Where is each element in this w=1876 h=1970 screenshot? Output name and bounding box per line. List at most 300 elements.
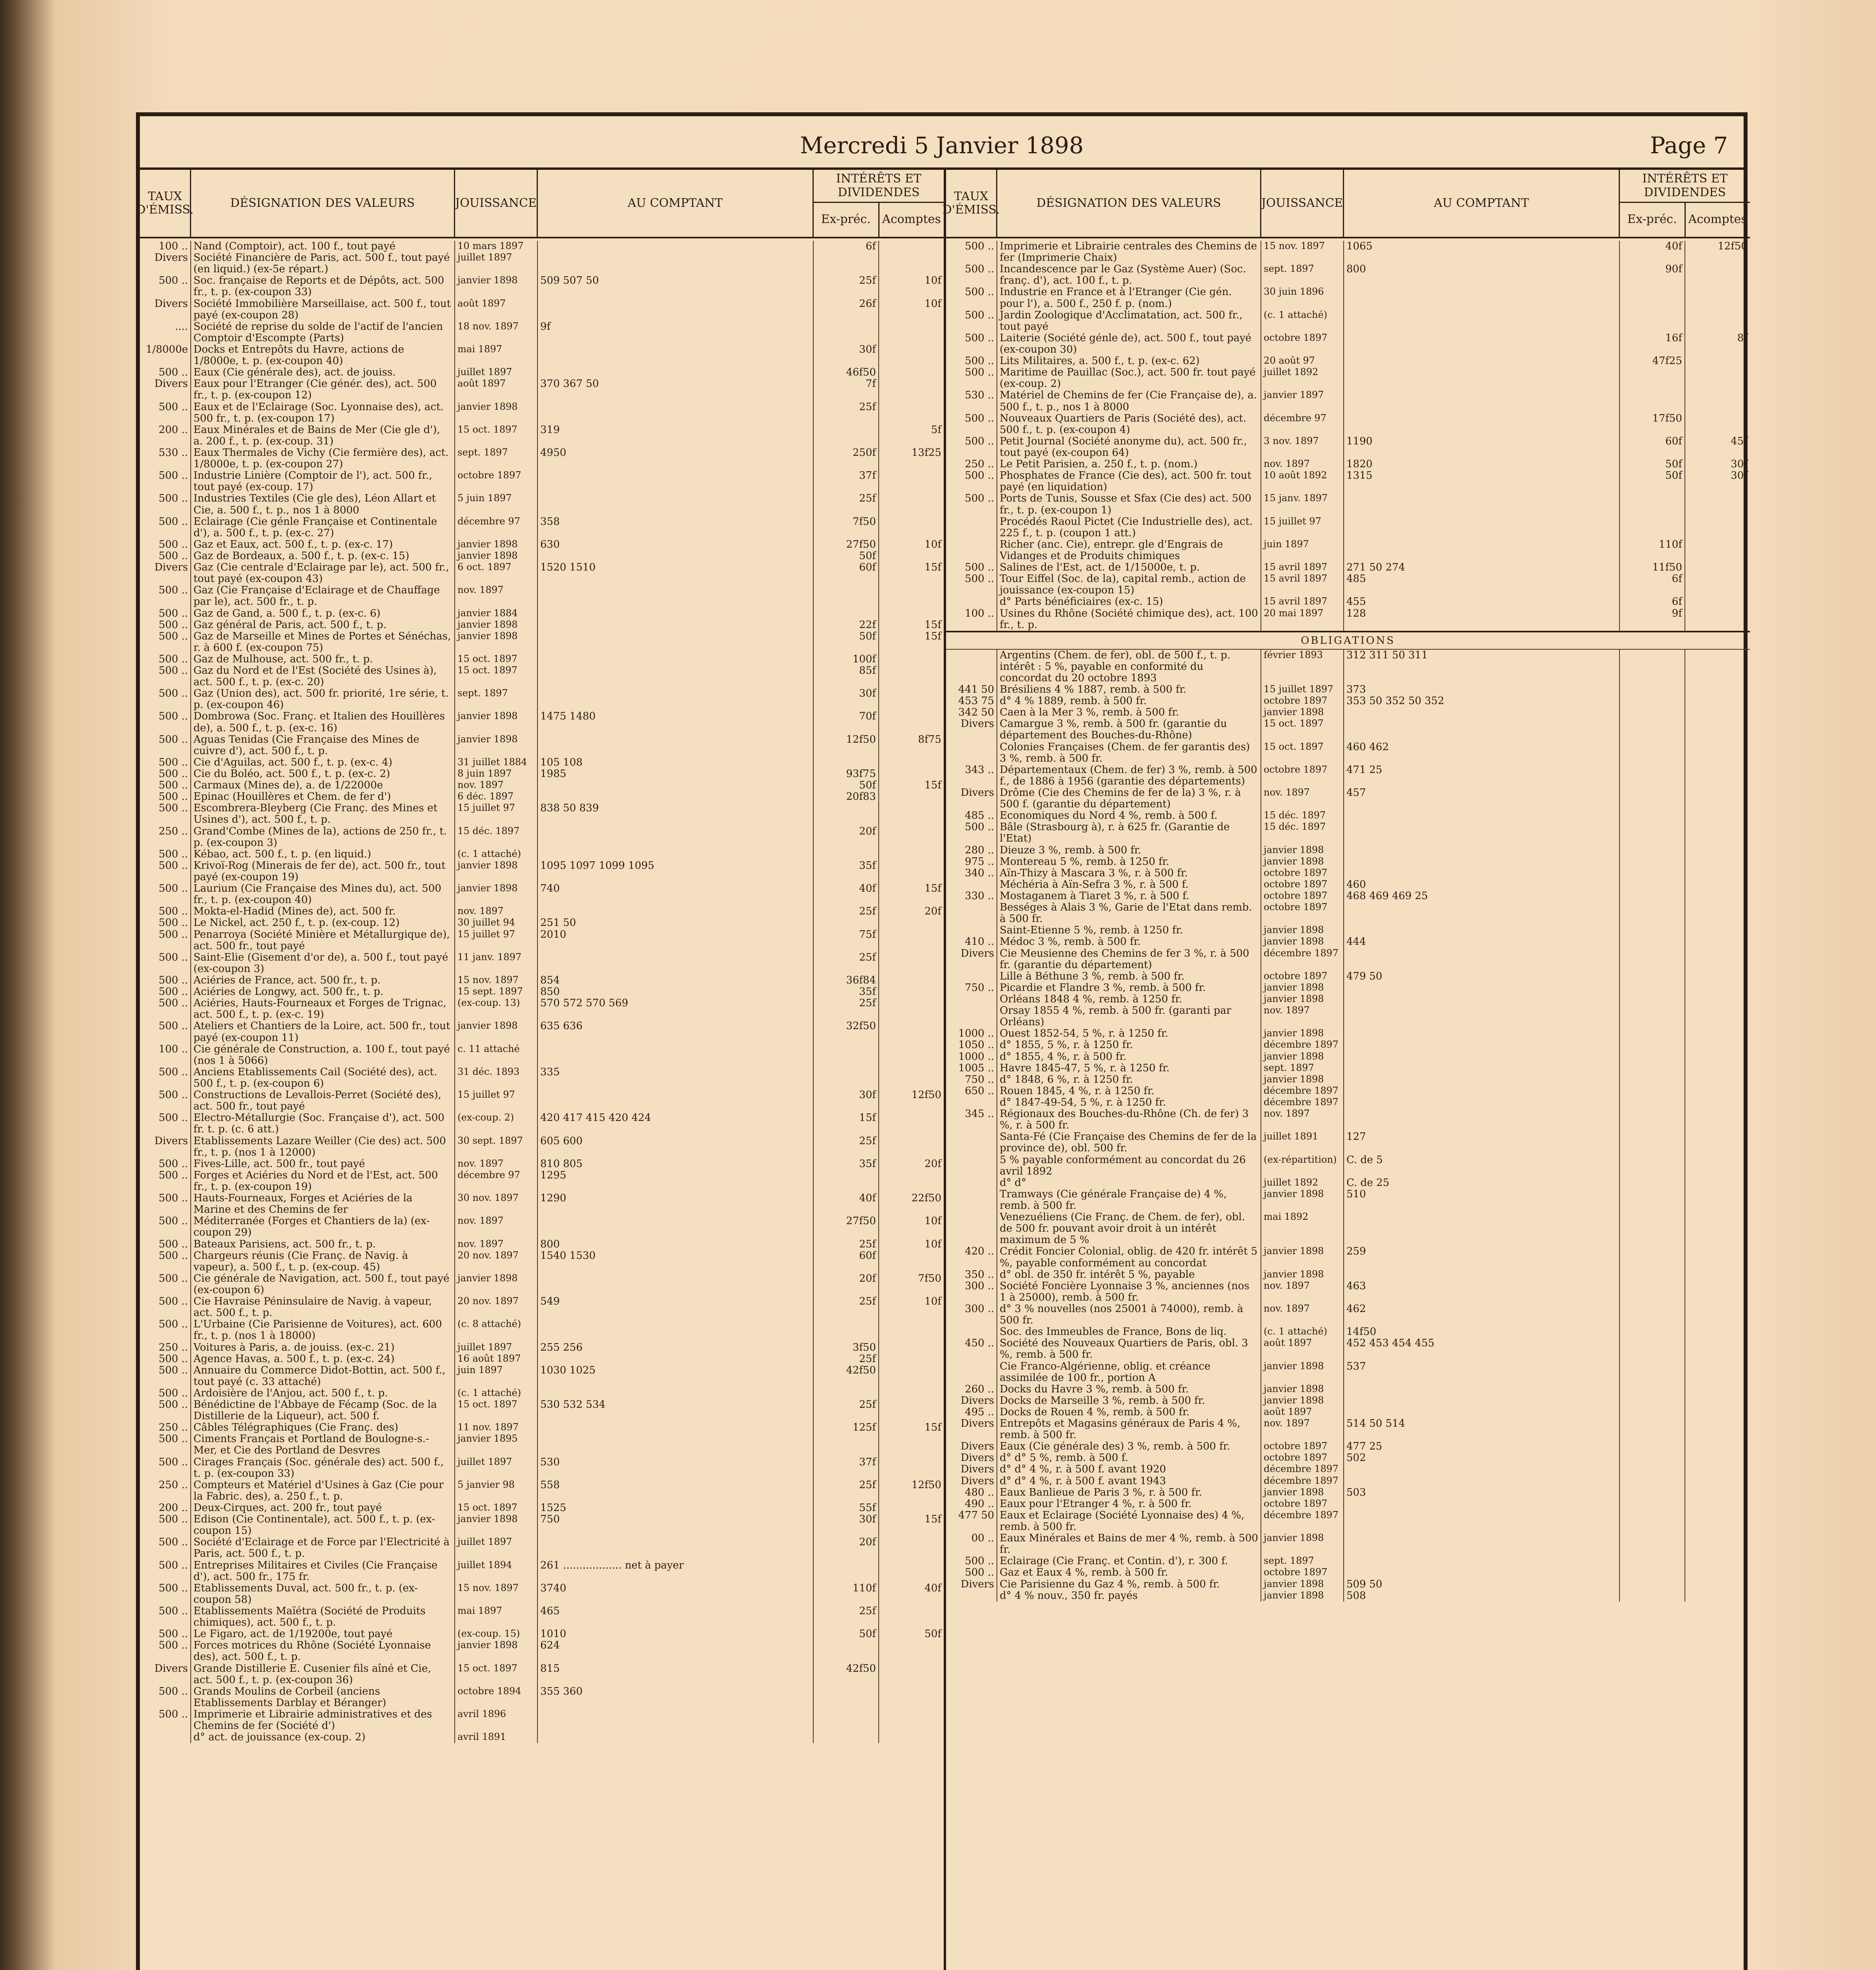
row-jouissance: avril 1891 (455, 1732, 538, 1743)
row-acomptes (879, 585, 944, 608)
table-row (140, 401, 944, 424)
row-ex-prec (1620, 982, 1685, 994)
row-interets (814, 1514, 944, 1537)
table-row (140, 447, 944, 470)
row-jouissance: nov. 1897 (1261, 1280, 1344, 1303)
row-acomptes (1685, 868, 1750, 879)
table-row (140, 1067, 944, 1089)
row-jouissance: 15 janv. 1897 (1261, 493, 1344, 516)
row-interets (1620, 1590, 1750, 1602)
table-row (140, 803, 944, 825)
row-jouissance: octobre 1897 (1261, 890, 1344, 902)
row-acomptes (879, 654, 944, 665)
row-comptant: 105 108 (538, 757, 814, 768)
row-ex-prec (1620, 856, 1685, 868)
row-interets (814, 516, 944, 539)
row-jouissance: 15 déc. 1897 (455, 826, 538, 849)
row-taux: 500 .. (140, 734, 191, 757)
row-acomptes (879, 608, 944, 619)
row-designation: d° 3 % nouvelles (nos 25001 à 74000), remb. à 500 fr. (997, 1303, 1261, 1326)
row-designation: Incandescence par le Gaz (Système Auer) (Soc. franç. d'), act. 100 f., t. p. (997, 264, 1261, 286)
row-taux (946, 1005, 997, 1028)
row-ex-prec (1620, 718, 1685, 741)
row-jouissance: (ex-coup. 2) (455, 1112, 538, 1135)
row-taux: 1000 .. (946, 1028, 997, 1039)
right-table (942, 170, 1750, 1970)
row-interets (1620, 902, 1750, 925)
row-ex-prec (1620, 1269, 1685, 1280)
row-ex-prec (1620, 879, 1685, 890)
row-taux: Divers (946, 1579, 997, 1590)
row-acomptes (879, 367, 944, 378)
table-row (946, 390, 1750, 413)
row-designation: L'Urbaine (Cie Parisienne de Voitures), act. 600 fr., t. p. (nos 1 à 18000) (191, 1319, 455, 1342)
row-ex-prec: 25f (814, 1136, 879, 1158)
row-ex-prec (1620, 1085, 1685, 1097)
row-designation: Lits Militaires, a. 500 f., t. p. (ex-c. 62) (997, 355, 1261, 367)
row-acomptes (1685, 1533, 1750, 1556)
row-designation: Société des Nouveaux Quartiers de Paris, obl. 3 %, remb. à 500 fr. (997, 1338, 1261, 1360)
row-interets (814, 1537, 944, 1559)
page-header (140, 116, 1744, 170)
row-ex-prec: 32f50 (814, 1020, 879, 1043)
row-jouissance: octobre 1897 (1261, 868, 1344, 879)
row-jouissance: décembre 1897 (1261, 1464, 1344, 1475)
table-row (946, 948, 1750, 971)
table-row (946, 868, 1750, 879)
row-taux: 500 .. (140, 1112, 191, 1135)
row-interets (814, 1342, 944, 1353)
row-designation: Le Nickel, act. 250 f., t. p. (ex-coup. 12) (191, 917, 455, 929)
row-acomptes (879, 470, 944, 493)
row-ex-prec: 30f (814, 688, 879, 711)
table-row (140, 562, 944, 585)
row-designation: Eaux et de l'Eclairage (Soc. Lyonnaise des), act. 500 fr., t. p. (ex-coupon 17) (191, 401, 455, 424)
row-comptant (538, 791, 814, 803)
row-interets (1620, 1407, 1750, 1418)
row-ex-prec: 6f (814, 241, 879, 252)
row-interets (814, 1606, 944, 1628)
row-jouissance: sept. 1897 (455, 688, 538, 711)
row-interets (1620, 810, 1750, 821)
row-comptant (538, 952, 814, 975)
row-acomptes (1685, 1384, 1750, 1395)
row-acomptes (1685, 1028, 1750, 1039)
row-interets (814, 734, 944, 757)
row-comptant (1344, 925, 1620, 936)
row-jouissance: juillet 1897 (455, 1457, 538, 1479)
row-jouissance: juillet 1897 (455, 252, 538, 275)
row-comptant: 530 532 534 (538, 1399, 814, 1422)
row-comptant: 502 (1344, 1452, 1620, 1464)
row-acomptes (879, 826, 944, 849)
row-ex-prec (1620, 948, 1685, 971)
table-row (946, 810, 1750, 821)
row-ex-prec (1620, 286, 1685, 309)
table-row (946, 1533, 1750, 1556)
row-designation: Etablissements Maïétra (Société de Produits chimiques), act. 500 f., t. p. (191, 1606, 455, 1628)
row-designation: Cie Meusienne des Chemins de fer 3 %, r. à 500 fr. (garantie du département) (997, 948, 1261, 971)
row-jouissance: janvier 1898 (1261, 845, 1344, 856)
row-taux: 500 .. (946, 355, 997, 367)
row-jouissance: octobre 1897 (455, 470, 538, 493)
row-comptant (1344, 1464, 1620, 1475)
row-acomptes (1685, 1074, 1750, 1085)
table-row (946, 890, 1750, 902)
row-comptant (1344, 902, 1620, 925)
row-jouissance: août 1897 (455, 298, 538, 321)
row-taux: 500 .. (140, 493, 191, 516)
row-comptant: 1065 (1344, 241, 1620, 264)
row-acomptes (1685, 608, 1750, 631)
row-interets (1620, 1452, 1750, 1464)
row-taux (946, 650, 997, 684)
table-row (946, 1441, 1750, 1452)
row-designation: Phosphates de France (Cie des), act. 500 fr. tout payé (en liquidation) (997, 470, 1261, 493)
row-ex-prec: 25f (814, 906, 879, 917)
table-row (140, 998, 944, 1020)
row-jouissance: décembre 97 (455, 516, 538, 539)
table-row (140, 1250, 944, 1273)
row-ex-prec: 50f (814, 780, 879, 791)
row-comptant (1344, 1556, 1620, 1567)
row-interets (814, 1640, 944, 1663)
row-acomptes (879, 252, 944, 275)
row-taux: 500 .. (140, 550, 191, 562)
table-row (140, 585, 944, 608)
row-comptant: 1985 (538, 768, 814, 780)
row-taux: 1/8000e (140, 344, 191, 367)
row-interets (814, 367, 944, 378)
row-comptant (1344, 718, 1620, 741)
row-ex-prec: 55f (814, 1502, 879, 1514)
table-row (946, 1476, 1750, 1487)
table-row (140, 1514, 944, 1537)
row-taux: 300 .. (946, 1280, 997, 1303)
row-taux: 453 75 (946, 695, 997, 707)
table-row (946, 1269, 1750, 1280)
row-comptant (1344, 1074, 1620, 1085)
row-ex-prec (1620, 1407, 1685, 1418)
row-comptant (1344, 868, 1620, 879)
row-interets (814, 1502, 944, 1514)
row-ex-prec: 50f (1620, 470, 1685, 493)
row-ex-prec: 25f (814, 1296, 879, 1319)
table-row (946, 562, 1750, 573)
row-designation: Le Petit Parisien, a. 250 f., t. p. (nom.) (997, 459, 1261, 470)
row-designation: Entreprises Militaires et Civiles (Cie Française d'), act. 500 fr., 175 fr. (191, 1560, 455, 1583)
row-interets (1620, 994, 1750, 1005)
row-ex-prec (1620, 1476, 1685, 1487)
row-taux: 500 .. (140, 1709, 191, 1732)
row-jouissance: janvier 1898 (455, 711, 538, 734)
page-date: Mercredi 5 Janvier 1898 (799, 132, 1084, 159)
header-taux: TAUX D'ÉMISS. (140, 170, 191, 237)
row-designation: Caen à la Mer 3 %, remb. à 500 fr. (997, 707, 1261, 718)
row-comptant (1344, 1567, 1620, 1578)
row-taux: 500 .. (140, 952, 191, 975)
row-acomptes (1685, 1464, 1750, 1475)
row-taux: 500 .. (140, 1686, 191, 1709)
row-designation: Santa-Fé (Cie Française des Chemins de fer de la province de), obl. 500 fr. (997, 1131, 1261, 1154)
row-acomptes (1685, 1280, 1750, 1303)
row-acomptes (879, 321, 944, 344)
row-acomptes (879, 1663, 944, 1686)
table-row (946, 310, 1750, 333)
table-row (140, 1089, 944, 1112)
row-ex-prec (1620, 516, 1685, 539)
table-row (946, 1326, 1750, 1338)
row-interets (814, 929, 944, 952)
row-designation: Nand (Comptoir), act. 100 f., tout payé (191, 241, 455, 252)
row-ex-prec: 15f (814, 1112, 879, 1135)
row-interets (1620, 1395, 1750, 1407)
row-ex-prec: 50f (1620, 459, 1685, 470)
row-taux: 500 .. (140, 1628, 191, 1640)
row-acomptes (1685, 845, 1750, 856)
row-acomptes: 5f (931, 424, 941, 436)
row-acomptes: 50f (924, 1628, 941, 1640)
row-comptant (1344, 286, 1620, 309)
table-row (946, 1579, 1750, 1590)
table-row (140, 1537, 944, 1559)
row-taux: 975 .. (946, 856, 997, 868)
table-row (140, 1583, 944, 1606)
row-ex-prec (814, 1067, 879, 1089)
row-taux (946, 1590, 997, 1602)
row-comptant (1344, 1108, 1620, 1131)
row-jouissance: nov. 1897 (455, 585, 538, 608)
table-row (140, 917, 944, 929)
row-acomptes: 10f (924, 1238, 941, 1250)
row-interets (814, 321, 944, 344)
row-acomptes (1685, 821, 1750, 844)
left-rows (140, 241, 944, 1970)
row-comptant (1344, 333, 1620, 355)
row-acomptes (879, 401, 944, 424)
row-comptant: 259 (1344, 1246, 1620, 1269)
row-jouissance: (c. 1 attaché) (1261, 310, 1344, 333)
row-comptant (538, 1537, 814, 1559)
table-row (140, 1686, 944, 1709)
row-interets (814, 1136, 944, 1158)
row-jouissance: octobre 1897 (1261, 879, 1344, 890)
row-taux: 500 .. (140, 665, 191, 688)
row-jouissance: (c. 1 attaché) (455, 849, 538, 860)
row-taux: 1005 .. (946, 1063, 997, 1074)
row-interets (1620, 1384, 1750, 1395)
row-designation: Bateaux Parisiens, act. 500 fr., t. p. (191, 1239, 455, 1250)
row-ex-prec (1620, 890, 1685, 902)
row-ex-prec (814, 1709, 879, 1732)
row-jouissance: janvier 1898 (1261, 1487, 1344, 1498)
row-ex-prec: 42f50 (814, 1365, 879, 1388)
row-jouissance: sept. 1897 (1261, 264, 1344, 286)
row-ex-prec (1620, 1005, 1685, 1028)
row-taux: 500 .. (140, 1353, 191, 1365)
row-taux: 500 .. (140, 929, 191, 952)
row-comptant (538, 665, 814, 688)
header-ex-prec: Ex-préc. (814, 203, 879, 237)
row-ex-prec: 27f50 (814, 539, 879, 550)
row-ex-prec: 46f50 (814, 367, 879, 378)
row-taux: 500 .. (140, 1215, 191, 1238)
row-ex-prec (1620, 1246, 1685, 1269)
table-row (946, 539, 1750, 562)
row-jouissance: décembre 1897 (1261, 948, 1344, 971)
row-comptant (538, 1319, 814, 1342)
row-taux: 500 .. (140, 401, 191, 424)
row-ex-prec (1620, 936, 1685, 948)
row-jouissance: janvier 1898 (455, 631, 538, 654)
row-designation: Edison (Cie Continentale), act. 500 f., t. p. (ex-coupon 15) (191, 1514, 455, 1537)
row-comptant (1344, 948, 1620, 971)
row-jouissance: 15 déc. 1897 (1261, 810, 1344, 821)
row-ex-prec: 37f (814, 1457, 879, 1479)
row-jouissance: 15 juillet 97 (455, 1089, 538, 1112)
table-row (140, 539, 944, 550)
row-ex-prec (1620, 1063, 1685, 1074)
row-designation: Cie Franco-Algérienne, oblig. et créance assimilée de 100 fr., portion A (997, 1361, 1261, 1384)
row-acomptes (1685, 367, 1750, 390)
table-row (140, 1136, 944, 1158)
row-taux: 500 .. (140, 906, 191, 917)
row-ex-prec: 75f (814, 929, 879, 952)
row-acomptes (1685, 1338, 1750, 1360)
row-designation: Gaz (Union des), act. 500 fr. priorité, 1re série, t. p. (ex-coupon 46) (191, 688, 455, 711)
row-jouissance: mai 1892 (1261, 1212, 1344, 1246)
row-comptant (538, 550, 814, 562)
row-taux: 500 .. (140, 1365, 191, 1388)
row-designation: Aïn-Thizy à Mascara 3 %, r. à 500 fr. (997, 868, 1261, 879)
row-acomptes (879, 1537, 944, 1559)
header-interets (814, 170, 944, 237)
row-taux: 500 .. (946, 1567, 997, 1578)
row-designation: Tramways (Cie générale Française de) 4 %, remb. à 500 fr. (997, 1189, 1261, 1212)
row-comptant (1344, 1097, 1620, 1108)
row-comptant (538, 906, 814, 917)
row-ex-prec: 42f50 (814, 1663, 879, 1686)
row-taux: 330 .. (946, 890, 997, 902)
row-jouissance: janvier 1898 (1261, 1189, 1344, 1212)
row-comptant: 509 50 (1344, 1579, 1620, 1590)
table-row (140, 768, 944, 780)
row-comptant (538, 688, 814, 711)
row-designation: Départementaux (Chem. de fer) 3 %, remb. à 500 f., de 1886 à 1956 (garantie des départements) (997, 764, 1261, 787)
row-comptant (538, 1422, 814, 1433)
row-comptant (538, 608, 814, 619)
row-designation: Forges et Aciéries du Nord et de l'Est, act. 500 fr., t. p. (ex-coupon 19) (191, 1170, 455, 1193)
row-acomptes (1685, 650, 1750, 684)
row-jouissance: juillet 1892 (1261, 367, 1344, 390)
row-comptant: 800 (1344, 264, 1620, 286)
row-designation: Hauts-Fourneaux, Forges et Aciéries de la Marine et des Chemins de fer (191, 1193, 455, 1215)
row-designation: Picardie et Flandre 3 %, remb. à 500 fr. (997, 982, 1261, 994)
row-ex-prec: 27f50 (814, 1215, 879, 1238)
row-acomptes: 8f (1737, 332, 1748, 344)
row-acomptes (879, 1342, 944, 1353)
row-ex-prec: 37f (814, 470, 879, 493)
row-interets (1620, 707, 1750, 718)
table-row (946, 718, 1750, 741)
row-jouissance: (ex-coup. 13) (455, 998, 538, 1020)
row-ex-prec (814, 424, 879, 447)
row-designation: Société d'Eclairage et de Force par l'Electricité à Paris, act. 500 f., t. p. (191, 1537, 455, 1559)
row-interets (1620, 1361, 1750, 1384)
row-interets (814, 1479, 944, 1502)
row-acomptes (1685, 1131, 1750, 1154)
row-comptant: 255 256 (538, 1342, 814, 1353)
row-designation: Saint-Etienne 5 %, remb. à 1250 fr. (997, 925, 1261, 936)
table-row (946, 1005, 1750, 1028)
row-interets (814, 757, 944, 768)
row-comptant: 465 (538, 1606, 814, 1628)
table-row (946, 1246, 1750, 1269)
row-acomptes (1685, 1487, 1750, 1498)
row-comptant: 261 .................. net à payer (538, 1560, 814, 1583)
row-comptant (1344, 1510, 1620, 1533)
row-taux: Divers (140, 562, 191, 585)
row-ex-prec (814, 849, 879, 860)
table-row (140, 1342, 944, 1353)
table-row (140, 1020, 944, 1043)
table-row (140, 929, 944, 952)
row-interets (1620, 1510, 1750, 1533)
row-designation: Société Immobilière Marseillaise, act. 500 f., tout payé (ex-coupon 28) (191, 298, 455, 321)
row-taux: Divers (946, 718, 997, 741)
row-jouissance: 15 nov. 1897 (455, 975, 538, 986)
table-row (140, 986, 944, 998)
row-comptant: 850 (538, 986, 814, 998)
row-jouissance: octobre 1897 (1261, 1567, 1344, 1578)
row-taux: 500 .. (140, 585, 191, 608)
row-ex-prec: 36f84 (814, 975, 879, 986)
row-jouissance: octobre 1897 (1261, 1452, 1344, 1464)
row-acomptes (879, 1136, 944, 1158)
row-acomptes: 12f50 (911, 1479, 941, 1491)
row-comptant (1344, 493, 1620, 516)
row-acomptes (879, 1112, 944, 1135)
row-acomptes (1685, 1590, 1750, 1602)
row-ex-prec (1620, 695, 1685, 707)
row-ex-prec (1620, 1097, 1685, 1108)
row-interets (814, 1433, 944, 1456)
row-interets (814, 1560, 944, 1583)
row-acomptes (879, 493, 944, 516)
row-designation: Etablissements Lazare Weiller (Cie des) act. 500 fr., t. p. (nos 1 à 12000) (191, 1136, 455, 1158)
table-row (140, 1433, 944, 1456)
row-acomptes (879, 516, 944, 539)
row-interets (1620, 355, 1750, 367)
row-interets (814, 849, 944, 860)
row-acomptes: 10f (924, 1296, 941, 1308)
row-ex-prec: 100f (814, 654, 879, 665)
row-ex-prec: 50f (814, 550, 879, 562)
row-taux (946, 1097, 997, 1108)
table-row (946, 1097, 1750, 1108)
row-ex-prec: 35f (814, 986, 879, 998)
row-interets (1620, 1039, 1750, 1051)
row-comptant: 1315 (1344, 470, 1620, 493)
table-row (140, 1560, 944, 1583)
row-ex-prec: 20f (814, 1273, 879, 1296)
row-interets (814, 608, 944, 619)
row-jouissance: janvier 1884 (455, 608, 538, 619)
row-ex-prec: 20f (814, 826, 879, 849)
row-taux: 200 .. (140, 1502, 191, 1514)
row-interets (1620, 1108, 1750, 1131)
header-acomptes: Acomptes (1688, 212, 1747, 227)
